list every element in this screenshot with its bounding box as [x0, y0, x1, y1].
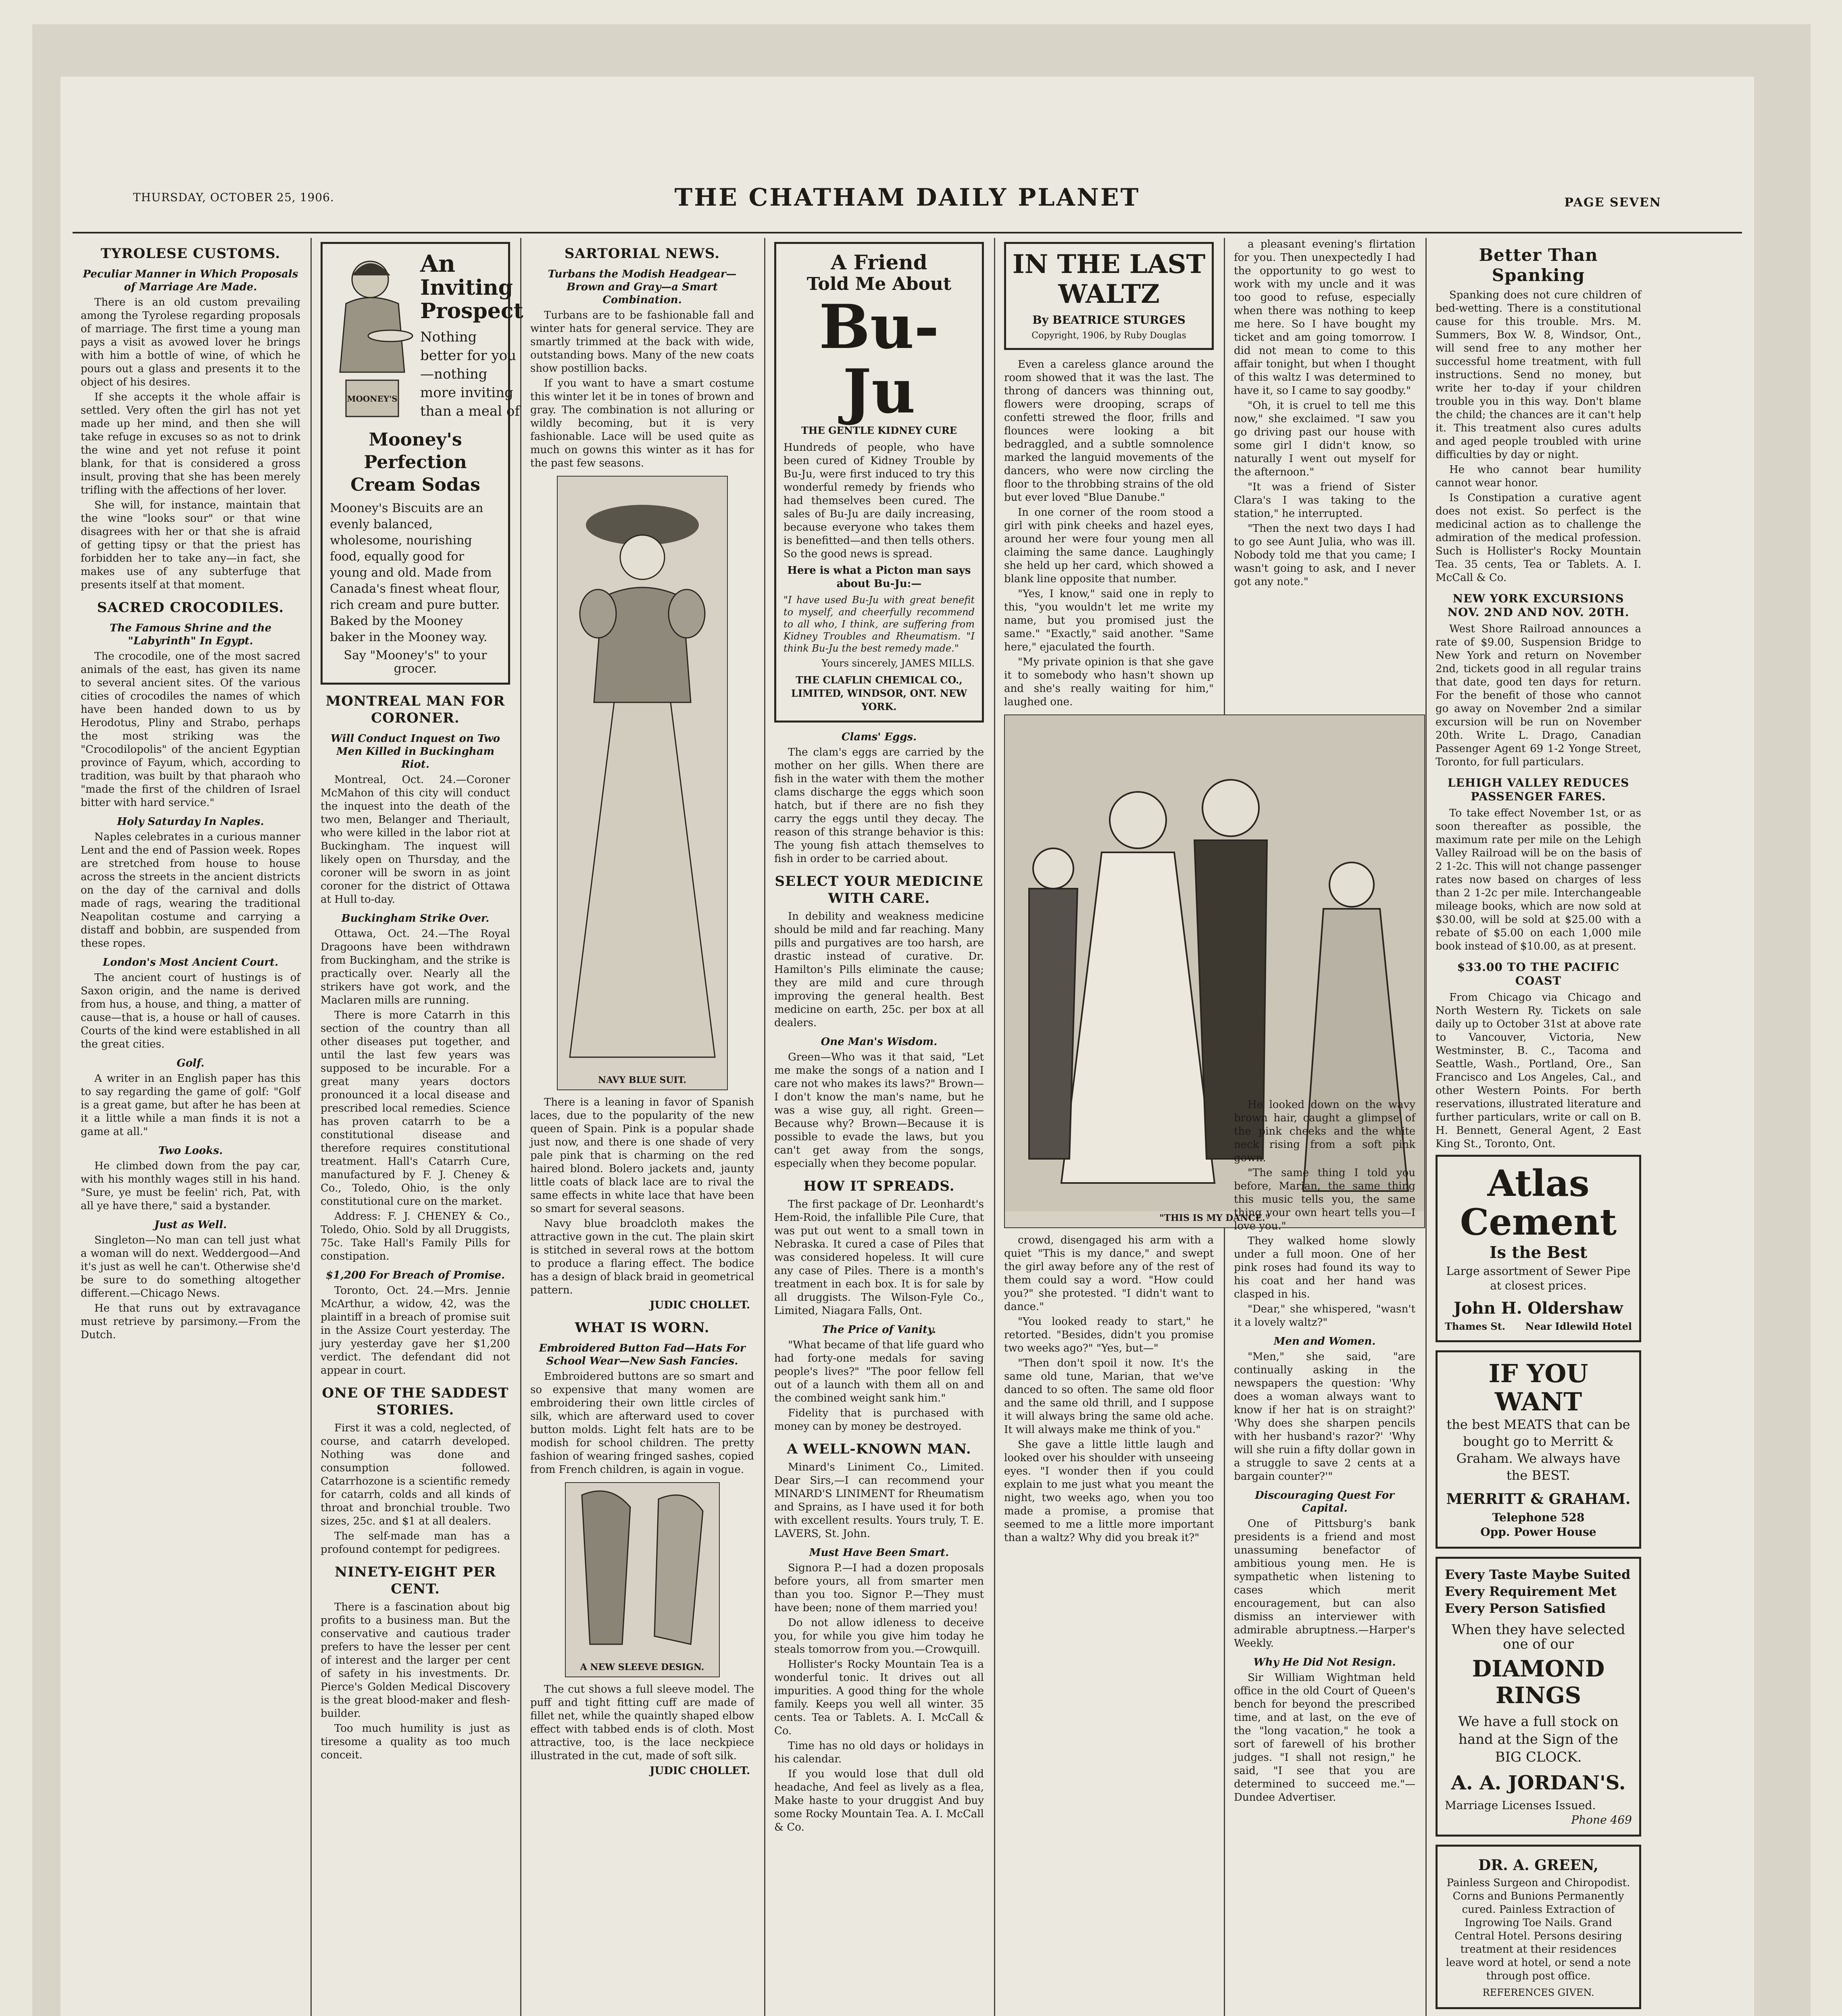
ad-text: We have a full stock on hand at the Sign of the BIG CLOCK. [1458, 1714, 1619, 1765]
ad-text: When they have selected one of our [1451, 1622, 1625, 1652]
subhead: Two Looks. [158, 1145, 223, 1157]
headline-better-than-spanking: Better Than Spanking [1479, 245, 1598, 285]
column-6 [1234, 238, 1415, 2016]
ad-telephone: Telephone 528 [1492, 1511, 1585, 1524]
ad-signature: Yours sincerely, JAMES MILLS. [821, 658, 975, 669]
article-text: One of Pittsburg's bank presidents is a friend and most unassuming benefactor of ambitious young men. He is sympathetic when listening to cases which merit encouragement, but can also dismiss an interviewer with admirable abruptness.—Harper's Weekly. [1234, 1518, 1415, 1649]
article-text: Fidelity that is purchased with money can by money be destroyed. [774, 1407, 984, 1433]
subhead: Discouraging Quest For Capital. [1255, 1489, 1394, 1514]
ad-address: Thames St. [1445, 1320, 1506, 1332]
article-text: Hollister's Rocky Mountain Tea is a wonderful tonic. It drives out all impurities. A good thing for the whole family. Keeps you well all winter. 35 cents. Tea or Tablets. A. I. McCall & Co. [774, 1658, 984, 1737]
article-text: A writer in an English paper has this to say regarding the game of golf: "Golf is a great game, but after he has been at it a little while a man finds it is not a game at all." [81, 1073, 300, 1138]
subhead: Just as Well. [154, 1219, 227, 1231]
article-text: He who cannot bear humility cannot wear honor. [1436, 464, 1641, 489]
ad-text: Marriage Licenses Issued. [1445, 1799, 1596, 1812]
figure-caption: "THIS IS MY DANCE." [1159, 1213, 1270, 1223]
story-title: IN THE LAST WALTZ [1012, 249, 1206, 309]
article-text: Is Constipation a curative agent does not exist. So perfect is the medicinal action as to challenge the admiration of the medical profession. Such is Hollister's Rocky Mountain Tea. 35 cents, Tea or Tablets. A. I. McCall & Co. [1436, 492, 1641, 584]
bu-ju-advertisement [774, 242, 984, 723]
issue-date: THURSDAY, OCTOBER 25, 1906. [133, 191, 334, 204]
ad-merchant: MERRITT & GRAHAM. [1446, 1491, 1631, 1508]
story-title-box [1004, 242, 1214, 350]
article-text: The first package of Dr. Leonhardt's Hem-Roid, the infallible Pile Cure, that was put out went to a small town in Nebraska. It cured a case of Piles that was considered hopeless. It will cure any case of Piles. There is a month's treatment in each box. It is for sale by all druggists. The Wilson-Fyle Co., Limited, Niagara Falls, Ont. [774, 1198, 984, 1317]
story-text: "It was a friend of Sister Clara's I was taking to the station," he interrupted. [1234, 481, 1415, 520]
jordan-jewelry-advertisement [1436, 1557, 1641, 1837]
article-text: There is more Catarrh in this section of the country than all other diseases put together, and until the last few years was supposed to be incurable. For a great many years doctors pronounced it a local disease and prescribed local remedies. Science has proven catarrh to be a constitutional disease and therefore requires constitutional treatment. Hall's Catarrh Cure, manufactured by F. J. Cheney & Co., Toledo, Ohio, is the only constitutional cure on the market. [321, 1009, 510, 1208]
illustration-spacer [1234, 590, 1415, 1098]
ad-title: Atlas [1487, 1162, 1590, 1205]
column-3 [530, 238, 754, 2016]
column-rule [994, 238, 995, 2016]
subhead: Why He Did Not Resign. [1253, 1656, 1396, 1668]
ad-company: THE CLAFLIN CHEMICAL CO., LIMITED, WINDSOR, ONT. NEW YORK. [791, 674, 967, 712]
story-text: a pleasant evening's flirtation for you. Then unexpectedly I had the opportunity to go west to work with my uncle and it was too good to refuse, especially when there was nothing to keep me here. So I have bought my ticket and am going tomorrow. I did not mean to come to this affair tonight, but when I thought of this waltz I was determined to have it, so I came to say goodby." [1234, 238, 1415, 397]
article-text: Singleton—No man can tell just what a woman will do next. Weddergood—And it's just as well he can't. Otherwise she'd be sure to do something altogether different.—Chicago News. [81, 1234, 300, 1300]
subhead: The Price of Vanity. [822, 1324, 936, 1336]
ad-text: Hundreds of people, who have been cured of Kidney Trouble by Bu-Ju, were first induced to try this wonderful remedy by friends who had themselves been cured. The sales of Bu-Ju are daily increasing, because everyone who takes them is benefitted—and then tells others. So the good news is spread. [783, 442, 975, 560]
subhead: One Man's Wisdom. [821, 1036, 938, 1048]
article-text: The cut shows a full sleeve model. The puff and tight fitting cuff are made of fillet net, while the quaintly shaped elbow effect with tabbed ends is of cloth. Most attractive, too, is the lace neckpiece illustrated in the cut, made of soft silk. [530, 1683, 754, 1762]
article-text: West Shore Railroad announces a rate of $9.00, Suspension Bridge to New York and return on November 2nd, tickets good in all regular trains that date, good ten days for return. For the benefit of those who cannot go away on November 2nd a similar excursion will be run on November 20th. Write L. Drago, Canadian Passenger Agent 69 1-2 Yonge Street, Toronto, for full particulars. [1436, 623, 1641, 768]
column-7 [1436, 238, 1641, 2016]
headline-select-medicine: SELECT YOUR MEDICINE WITH CARE. [775, 873, 984, 906]
ad-slogan: Say "Mooney's" to your grocer. [344, 648, 487, 676]
ad-product: DIAMOND RINGS [1472, 1656, 1605, 1709]
bu-ju-logo: Bu-Ju [819, 292, 940, 427]
subhead: Buckingham Strike Over. [341, 912, 490, 925]
column-rule [310, 238, 312, 2016]
column-5 [1004, 238, 1270, 2016]
ad-title: Inviting [420, 275, 513, 300]
byline: JUDIC CHOLLET. [650, 1765, 750, 1777]
article-text: If you want to have a smart costume this winter let it be in tones of brown and gray. The combination is not alluring or wildly becoming, but it is very fashionable. Lace will be used quite as much on gowns this winter as it has for the past few seasons. [530, 377, 754, 469]
subhead: $1,200 For Breach of Promise. [325, 1269, 505, 1281]
ad-merchant: A. A. JORDAN'S. [1451, 1772, 1626, 1794]
story-text: Even a careless glance around the room showed that it was the last. The throng of dancers was thinning out, flowers were drooping, scraps of confetti strewed the floor, frills and flounces were looking a bit bedraggled, and a subtle somnolence marked the languid movements of the dancers, who were now circling the floor to the throbbing strains of the old but ever loved "Blue Danube." [1004, 358, 1214, 504]
atlas-cement-advertisement [1436, 1155, 1641, 1342]
story-text: "You looked ready to start," he retorted. "Besides, didn't you promise two weeks ago?" "Yes, but—" [1004, 1316, 1214, 1354]
ad-product-name: Mooney's Perfection Cream Sodas [350, 429, 480, 495]
column-4 [774, 238, 984, 2016]
article-text: He climbed down from the pay car, with his monthly wages still in his hand. "Sure, ye must be feelin' rich, Pat, with all ye have there," said a bystander. [81, 1160, 300, 1212]
sleeve-drawings [566, 1483, 719, 1660]
page-number: PAGE SEVEN [1564, 196, 1661, 210]
subhead: Golf. [177, 1057, 204, 1069]
sleeve-design-illustration [565, 1482, 720, 1677]
headline-tyrolese: TYROLESE CUSTOMS. [100, 246, 281, 262]
article-text: There is a fascination about big profits to a business man. But the conservative and cautious trader prefers to have the lesser per cent of interest and the larger per cent of safety in his investments. Dr. Pierce's Golden Medical Discovery is the great blood-maker and flesh-builder. [321, 1601, 510, 1720]
story-text: In one corner of the room stood a girl with pink cheeks and hazel eyes, around her were four young men all claiming the same dance. Laughingly she held up her card, which showed a blank line opposite that number. [1004, 506, 1214, 585]
article-text: Turbans are to be fashionable fall and winter hats for general service. They are smartly trimmed at the back with wide, outstanding bows. Many of the new coats show postillion backs. [530, 309, 754, 375]
subhead: Must Have Been Smart. [809, 1547, 949, 1559]
story-text: "Yes, I know," said one in reply to this, "you wouldn't let me write my name, but you promised just the same." "Exactly," said another. "Same here," ejaculated the fourth. [1004, 588, 1214, 653]
ad-title: IF YOU WANT [1488, 1359, 1588, 1416]
ad-headline: Told Me About [806, 274, 952, 294]
subhead: Men and Women. [1273, 1335, 1376, 1347]
article-text: Navy blue broadcloth makes the attractive gown in the cut. The plain skirt is stitched in several rows at the bottom to produce a flaring effect. The bodice has a design of black braid in geometrical pattern. [530, 1218, 754, 1296]
headline-well-known-man: A WELL-KNOWN MAN. [787, 1441, 971, 1457]
ad-title: Prospect [420, 299, 523, 323]
story-text: "The same thing I told you before, Marian, the same thing this music tells you, the same thing your own heart tells you—I love you." [1234, 1167, 1415, 1232]
article-text: Too much humility is just as tiresome a quality as too much conceit. [321, 1722, 510, 1761]
headline-pacific-coast: $33.00 TO THE PACIFIC COAST [1457, 960, 1620, 987]
article-text: Green—Who was it that said, "Let me make the songs of a nation and I care not who makes its laws?" Brown—I don't know the man's name, but he was a wise guy, all right. Green—Because why? Brown—Because it is possible to evade the laws, but you can't get away from the songs, especially when they become popular. [774, 1051, 984, 1170]
article-text: Spanking does not cure children of bed-wetting. There is a constitutional cause for this trouble. Mrs. M. Summers, Box W. 8, Windsor, Ont., will send free to any mother her successful home treatment, with full instructions. Send no money, but write her to-day if your children trouble you in this way. Don't blame the child; the chances are it can't help it. This treatment also cures adults and aged people troubled with urine difficulties by day or night. [1436, 289, 1641, 461]
story-text: "Dear," she whispered, "wasn't it a lovely waltz?" [1234, 1303, 1415, 1329]
article-text: He that runs out by extravagance must retrieve by parsimony.—From the Dutch. [81, 1302, 300, 1341]
article-text: There is a leaning in favor of Spanish laces, due to the popularity of the new queen of Spain. Pink is a popular shade just now, and there is one shade of very pale pink that is charming on the red haired blond. Bolero jackets and, jaunty little coats of black lace are to rival the same effects in white lace that have been so smart for several seasons. [530, 1096, 754, 1215]
article-text: There is an old custom prevailing among the Tyrolese regarding proposals of marriage. The first time a young man pays a visit as avowed lover he brings with him a bottle of wine, of which he pours out a glass and presents it to the object of his desires. [81, 296, 300, 388]
story-copyright: Copyright, 1906, by Ruby Douglas [1031, 331, 1186, 341]
ad-line: Every Taste Maybe Suited [1445, 1567, 1631, 1582]
article-text: The clam's eggs are carried by the mother on her gills. When there are fish in the water with them the mother clams discharge the eggs which soon hatch, but if there are no fish they carry the eggs until they decay. The reason of this strange behavior is this: The young fish attach themselves to fish in order to be carried about. [774, 746, 984, 865]
article-text: Time has no old days or holidays in his calendar. [774, 1740, 984, 1765]
column-2 [321, 238, 523, 2016]
article-text: Address: F. J. CHENEY & Co., Toledo, Ohio. Sold by all Druggists, 75c. Take Hall's Family Pills for constipation. [321, 1210, 510, 1262]
article-text: She will, for instance, maintain that the wine "looks sour" or that wine disagrees with her or that she is afraid of getting tipsy or that the priest has forbidden her to take any—in fact, she makes use of any subterfuge that presents itself at that moment. [81, 499, 300, 591]
ad-text: Painless Surgeon and Chiropodist. Corns and Bunions Permanently cured. Painless Extraction of Ingrowing Toe Nails. Grand Central Hotel. Persons desiring treatment at their residences leave word at hotel, or send a note through post office. [1446, 1877, 1631, 1982]
ad-headline: A Friend [831, 250, 927, 274]
subhead: Clams' Eggs. [841, 731, 917, 743]
story-text: "My private opinion is that she gave it to somebody who hasn't shown up and she's really waiting for him," laughed one. [1004, 656, 1214, 708]
column-rule [1425, 238, 1427, 2016]
ad-footer: REFERENCES GIVEN. [1482, 1987, 1594, 1998]
story-author: By BEATRICE STURGES [1032, 313, 1186, 327]
ad-telephone: Phone 469 [1571, 1813, 1632, 1826]
subhead: London's Most Ancient Court. [102, 956, 279, 968]
article-text: "What became of that life guard who had forty-one medals for saving people's lives?" "The poor fellow fell out of a launch with them all on and the combined weight sank him." [774, 1339, 984, 1404]
byline: JUDIC CHOLLET. [650, 1299, 750, 1311]
story-text: "Then the next two days I had to go see Aunt Julia, who was ill. Nobody told me that you came; I wasn't going to ask, and I never got any note." [1234, 523, 1415, 588]
subhead: Holy Saturday In Naples. [117, 816, 264, 828]
headline-coroner: MONTREAL MAN FOR CORONER. [325, 693, 505, 726]
subhead: Turbans the Modish Headgear—Brown and Gray—a Smart Combination. [548, 268, 737, 306]
ad-text: the best MEATS that can be bought go to Merritt & Graham. We always have the BEST. [1446, 1417, 1630, 1483]
mooneys-advertisement [321, 242, 523, 685]
ad-text: Mooney's Biscuits are an evenly balanced, wholesome, nourishing food, equally good for young and old. Made from Canada's finest wheat flour, rich cream and pure butter. Baked by the Mooney baker in the Mooney way. [330, 501, 500, 644]
ad-title: An [420, 250, 456, 277]
story-text: She gave a little little laugh and looked over his shoulder with unseeing eyes. "I wonder then if you could explain to me just what you meant the night, two weeks ago, when you too made a promise, a promise that seemed to me a little more important than a waltz? Why did you break it?" [1004, 1439, 1214, 1544]
ad-title: DR. A. GREEN, [1478, 1857, 1598, 1874]
navy-blue-suit-illustration [557, 476, 728, 1090]
story-text: He looked down on the wavy brown hair, caught a glimpse of the pink cheeks and the white neck rising from a soft pink gown. [1234, 1099, 1415, 1164]
subhead: Embroidered Button Fad—Hats For School Wear—New Sash Fancies. [539, 1342, 746, 1367]
masthead [73, 183, 1742, 233]
figure-caption: NAVY BLUE SUIT. [598, 1075, 687, 1085]
column-1 [81, 238, 300, 2016]
article-text: Embroidered buttons are so smart and so expensive that many women are embroidering their own little circles of silk, which are afterward used to cover button molds. Light felt hats are to be modish for school children. The pretty fashion of wearing fringed sashes, copied from French children, is again in vogue. [530, 1370, 754, 1476]
woman-figure-drawing [558, 477, 727, 1073]
article-text: The crocodile, one of the most sacred animals of the east, has given its name to several ancient sites. Of the various cities of crocodiles the names of which have been handed down to us by Herodotus, Pliny and Strabo, perhaps the most striking was the "Crocodilopolis" of the ancient Egyptian province of Fayum, which, according to tradition, was built by that pharaoh who "made the first of the children of Israel bitter with hard service." [81, 650, 300, 809]
article-text: Naples celebrates in a curious manner Lent and the end of Passion week. Ropes are stretched from house to house across the streets in the ancient districts on the day of the carnival and dolls made of rags, wearing the traditional Neapolitan costume and carrying a distaff and bobbin, are suspended from these ropes. [81, 831, 300, 950]
column-rule [764, 238, 765, 2016]
article-text: "Men," she said, "are continually asking in the newspapers the question: 'Why does a woman always want to know if her hat is on straight?' 'Why does she sharpen pencils with her husband's razor?' 'Why will she ruin a fifty dollar gown in a struggle to save 2 cents at a bargain counter?'" [1234, 1351, 1415, 1483]
story-text: "Oh, it is cruel to tell me this now," she exclaimed. "I saw you go driving past our house with some girl I didn't know, so naturally I went out myself for the afternoon." [1234, 400, 1415, 478]
headline-crocodiles: SACRED CROCODILES. [97, 600, 284, 616]
headline-how-it-spreads: HOW IT SPREADS. [803, 1178, 955, 1194]
headline-ninety-eight: NINETY-EIGHT PER CENT. [334, 1564, 496, 1597]
ad-text: Here is what a Picton man says about Bu-Ju:— [787, 564, 971, 590]
article-text: To take effect November 1st, or as soon thereafter as possible, the maximum rate per mile on the Lehigh Valley Railroad will be on the basis of 2 1-2c. This will not change passenger rates now based on charges of less than 2 1-2c per mile. Interchangeable mileage books, which are now sold at $30.00, will be sold at $25.00 with a rebate of $5.00 on each 1,000 mile book instead of $10.00, as at present. [1436, 807, 1641, 952]
subhead: Peculiar Manner in Which Proposals of Marriage Are Made. [83, 268, 298, 293]
article-text: If she accepts it the whole affair is settled. Very often the girl has not yet made up her mind, and then she will take refuge in excuses so as not to drink the wine and yet not refuse it point blank, for that is considered a gross insult, proving that she has been merely trifling with the affections of her lover. [81, 391, 300, 496]
article-text: Toronto, Oct. 24.—Mrs. Jennie McArthur, a widow, 42, was the plaintiff in a breach of promise suit in the Assize Court yesterday. The jury yesterday gave her $1,200 verdict. The defendant did not appear in court. [321, 1285, 510, 1377]
headline-saddest-stories: ONE OF THE SADDEST STORIES. [322, 1385, 509, 1418]
article-text: The self-made man has a profound contempt for pedigrees. [321, 1530, 510, 1556]
headline-sartorial: SARTORIAL NEWS. [564, 246, 720, 262]
article-text: Ottawa, Oct. 24.—The Royal Dragoons have been withdrawn from Buckingham, and the strike is practically over. Nearly all the strikers have got work, and the Maclaren mills are running. [321, 928, 510, 1006]
article-text: Minard's Liniment Co., Limited. Dear Sirs,—I can recommend your MINARD'S LINIMENT for Rheumatism and Sprains, as I have used it for both with excellent results. Yours truly, T. E. LAVERS, St. John. [774, 1461, 984, 1540]
headline-what-is-worn: WHAT IS WORN. [575, 1320, 710, 1336]
ad-line: Every Requirement Met [1445, 1584, 1617, 1599]
newspaper-title: THE CHATHAM DAILY PLANET [674, 183, 1140, 212]
article-text: Signora P.—I had a dozen proposals before yours, all from smarter men than you too. Signor P.—They must have been; none of them married you! [774, 1562, 984, 1614]
article-text: Montreal, Oct. 24.—Coroner McMahon of this city will conduct the inquest into the death of the two men, Belanger and Theriault, who were killed in the labor riot at Buckingham. The inquest will likely open on Thursday, and the coroner will be sworn in as joint coroner for the district of Ottawa at Hull to-day. [321, 774, 510, 906]
article-text: In debility and weakness medicine should be mild and far reaching. Many pills and purgatives are too harsh, are drastic instead of curative. Dr. Hamilton's Pills eliminate the cause; they are mild and cure through improving the general health. Best medicine on earth, 25c. per box at all dealers. [774, 910, 984, 1029]
ad-subtitle: Is the Best [1489, 1243, 1588, 1262]
article-text: Sir William Wightman held office in the old Court of Queen's bench for beyond the prescribed time, and at last, on the eve of the "long vacation," he took a sort of farewell of his brother judges. "I shall not resign," he said, "I see that you are determined to succeed me."—Dundee Advertiser. [1234, 1672, 1415, 1804]
headline-new-york-excursions: NEW YORK EXCURSIONS NOV. 2ND AND NOV. 20TH. [1447, 592, 1629, 619]
ad-quote: "I have used Bu-Ju with great benefit to myself, and cheerfully recommend to all who, I think, are suffering from Kidney Troubles and Rheumatism. "I think Bu-Ju the best remedy made." [783, 594, 975, 654]
article-text: Do not allow idleness to deceive you, for while you give him today he steals tomorrow from you.—Crowquill. [774, 1617, 984, 1656]
ad-merchant: John H. Oldershaw [1454, 1299, 1623, 1318]
article-text: The ancient court of hustings is of Saxon origin, and the name is derived from hus, a house, and thing, a matter of cause—that is, a house or hall of causes. Courts of the kind were established in all the great cities. [81, 972, 300, 1050]
ad-address: Opp. Power House [1480, 1525, 1596, 1539]
ad-line: Every Person Satisfied [1445, 1601, 1606, 1616]
article-text: From Chicago via Chicago and North Western Ry. Tickets on sale daily up to October 31st at above rate to Vancouver, Victoria, New Westminster, B. C., Tacoma and Seattle, Wash., Portland, Ore., San Francisco and Los Angeles, Cal., and other Western Points. For berth reservations, illustrated literature and further particulars, write or call on B. H. Bennett, General Agent, 2 East King St., Toronto, Ont. [1436, 991, 1641, 1150]
story-text: They walked home slowly under a full moon. One of her pink roses had found its way to his coat and her hand was clasped in his. [1234, 1235, 1415, 1300]
subhead: Will Conduct Inquest on Two Men Killed in Buckingham Riot. [330, 733, 500, 771]
ad-tagline: THE GENTLE KIDNEY CURE [801, 425, 957, 436]
dr-green-advertisement [1436, 1845, 1641, 2009]
subhead: The Famous Shrine and the "Labyrinth" In Egypt. [109, 622, 272, 647]
ad-address: Near Idlewild Hotel [1525, 1320, 1632, 1332]
ad-text: Large assortment of Sewer Pipe at closest prices. [1446, 1264, 1631, 1292]
biscuit-box-label: MOONEY'S [347, 394, 398, 404]
column-rule [520, 238, 521, 2016]
advertisement-illustration [330, 251, 415, 425]
story-text: crowd, disengaged his arm with a quiet "This is my dance," and swept the girl away before any of the rest of them could say a word. "How could you?" she protested. "I didn't want to dance." [1004, 1234, 1214, 1313]
ad-body: Nothing better for you—nothing more inviting than a meal of [420, 329, 520, 419]
merritt-graham-advertisement [1436, 1350, 1641, 1549]
figure-caption: A NEW SLEEVE DESIGN. [580, 1662, 704, 1672]
ad-title: Cement [1460, 1201, 1617, 1243]
article-text: First it was a cold, neglected, of course, and catarrh developed. Nothing was done and consumption followed. Catarrhozone is a scientific remedy for catarrh, colds and all kinds of throat and bronchial trouble. Two sizes, 25c. and $1 at all dealers. [321, 1422, 510, 1527]
article-text: If you would lose that dull old headache, And feel as lively as a flea, Make haste to your druggist And buy some Rocky Mountain Tea. A. I. McCall & Co. [774, 1768, 984, 1833]
headline-lehigh-valley: LEHIGH VALLEY REDUCES PASSENGER FARES. [1447, 776, 1629, 803]
story-text: "Then don't spoil it now. It's the same old tune, Marian, that we've danced to so often. The same old floor and the same old thrill, and I suppose it will always bring the same old ache. It will always make me think of you." [1004, 1357, 1214, 1436]
